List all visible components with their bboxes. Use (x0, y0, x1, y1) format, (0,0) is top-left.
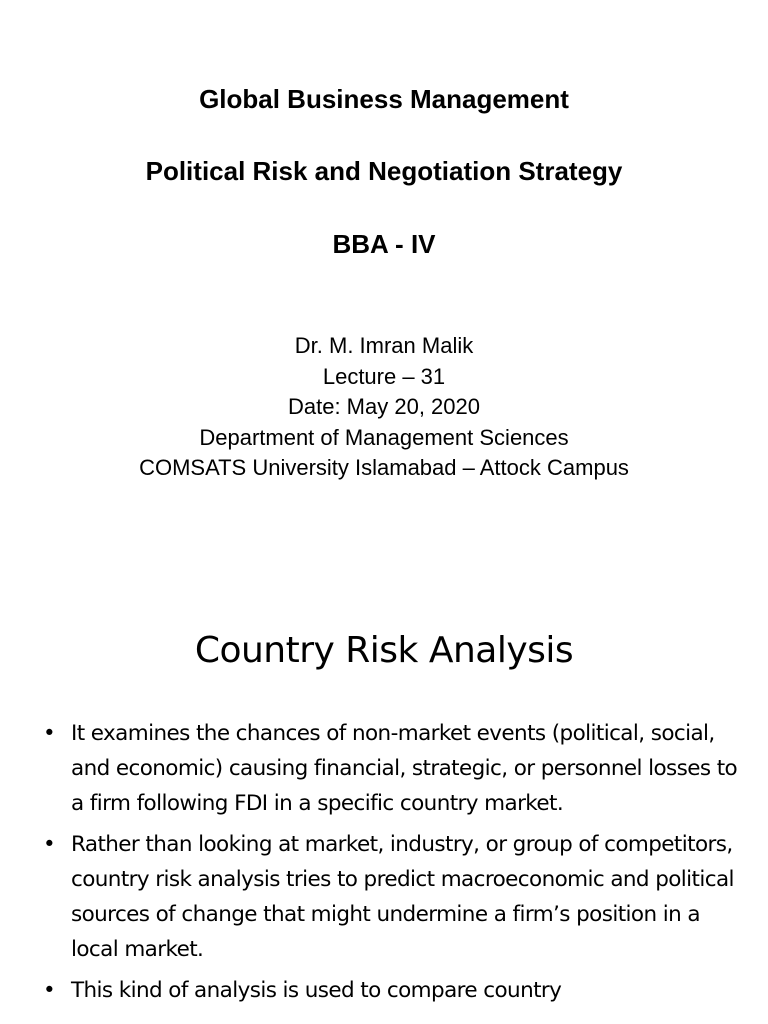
university-name: COMSATS University Islamabad – Attock Campus (139, 455, 629, 480)
bullet-text: This kind of analysis is used to compare country (71, 978, 562, 1003)
content-slide (0, 576, 768, 1024)
bullet-icon: • (43, 832, 56, 857)
course-title: Global Business Management (199, 84, 569, 114)
department-name: Department of Management Sciences (199, 424, 569, 450)
bullet-list (40, 716, 740, 1014)
program-label: BBA - IV (332, 229, 436, 259)
bullet-text: It examines the chances of non-market events (political, social, and economic) causing financial, strategic, or personnel losses to a firm following FDI in a specific country market. (71, 721, 738, 816)
bullet-item (40, 827, 740, 967)
instructor-name: Dr. M. Imran Malik (294, 333, 474, 358)
bullet-item (40, 973, 740, 1008)
lecture-info-block (0, 331, 768, 484)
slide-title: Country Risk Analysis (194, 630, 574, 671)
lecture-date: Date: May 20, 2020 (287, 394, 480, 419)
bullet-item (40, 716, 740, 821)
lecture-topic: Political Risk and Negotiation Strategy (145, 156, 623, 186)
lecture-number: Lecture – 31 (322, 363, 446, 389)
bullet-icon: • (43, 721, 56, 746)
bullet-text: Rather than looking at market, industry, or group of competitors, country risk analysis tries to predict macroeconomic and political sources of change that might undermine a firm’s position in a local market. (71, 832, 734, 962)
bullet-icon: • (43, 978, 56, 1003)
